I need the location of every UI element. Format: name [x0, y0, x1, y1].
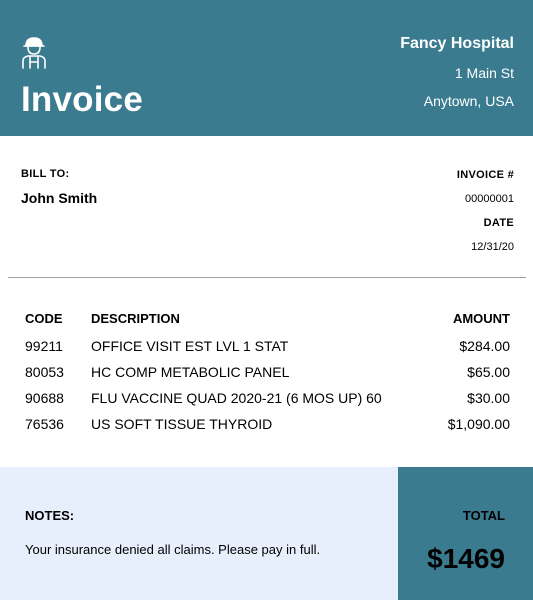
invoice-date: 12/31/20 [471, 241, 514, 253]
item-code: 80053 [25, 364, 64, 380]
item-amount: $284.00 [459, 338, 510, 354]
invoice-number: 00000001 [465, 193, 514, 205]
item-description: FLU VACCINE QUAD 2020-21 (6 MOS UP) 60 [91, 390, 382, 406]
invoice-title: Invoice [21, 80, 144, 119]
item-amount: $1,090.00 [447, 416, 510, 432]
invoice-number-label: INVOICE # [456, 169, 514, 181]
invoice-header [0, 0, 533, 136]
column-header-code: CODE [25, 311, 63, 326]
date-label: DATE [483, 217, 514, 229]
total-panel [398, 467, 533, 600]
total-value: $1469 [427, 543, 505, 574]
item-code: 99211 [25, 338, 63, 354]
item-code: 90688 [25, 390, 64, 406]
table-row [21, 416, 514, 442]
item-code: 76536 [25, 416, 64, 432]
notes-label: NOTES: [25, 508, 75, 523]
table-row [21, 338, 514, 364]
item-description: HC COMP METABOLIC PANEL [91, 364, 290, 380]
column-header-amount: AMOUNT [452, 311, 510, 326]
total-label: TOTAL [462, 508, 505, 523]
item-amount: $65.00 [467, 364, 510, 380]
column-header-description: DESCRIPTION [91, 311, 180, 326]
line-items-table [21, 311, 514, 442]
bill-to-name: John Smith [21, 190, 98, 206]
bill-to-label: BILL TO: [21, 168, 70, 180]
item-description: US SOFT TISSUE THYROID [91, 416, 273, 432]
item-description: OFFICE VISIT EST LVL 1 STAT [91, 338, 289, 354]
hospital-address-line2: Anytown, USA [423, 93, 514, 109]
notes-text: Your insurance denied all claims. Please pay in full. [25, 542, 321, 557]
table-row [21, 390, 514, 416]
table-row [21, 364, 514, 390]
item-amount: $30.00 [467, 390, 510, 406]
table-header-row [21, 311, 514, 338]
hospital-address-line1: 1 Main St [454, 65, 514, 81]
construction-worker-icon [21, 35, 47, 69]
invoice-meta [457, 168, 514, 254]
hospital-name: Fancy Hospital [400, 35, 514, 52]
notes-panel [0, 467, 398, 600]
hospital-info [400, 34, 514, 110]
section-divider [8, 277, 526, 278]
